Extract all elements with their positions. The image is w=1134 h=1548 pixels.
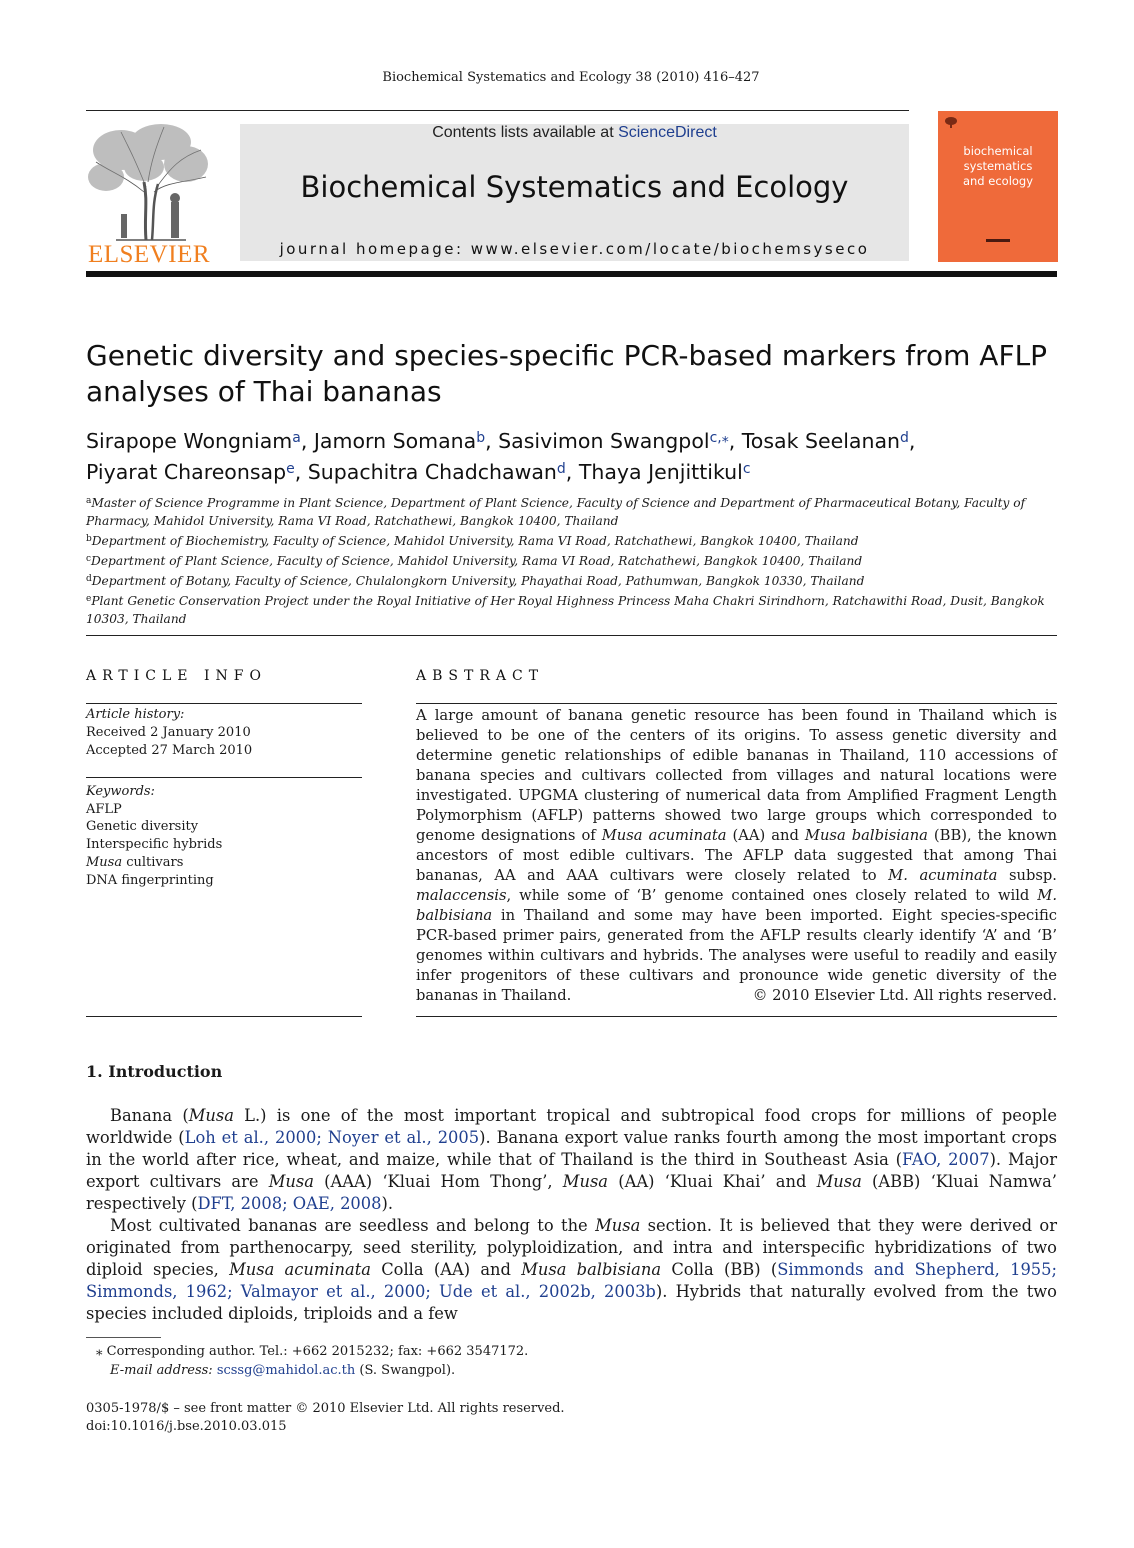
keyword: [86, 854, 362, 872]
author-affiliation-mark[interactable]: c: [742, 461, 751, 477]
front-matter: [86, 1400, 986, 1436]
abstract-span: A large amount of banana genetic resource has been found in Thailand which is believed to be one of the centers of its origins. To assess genetic diversity and determine genetic relationships of edible bananas in Thailand, 110 accessions of banana species and cultivars collected from villages and natural locations were investigated. UPGMA clustering of numerical data from Amplified Fragment Length Polymorphism (AFLP) patterns showed two large groups which corresponded to genome designations of: [416, 707, 1057, 844]
footnote-line: [96, 1342, 996, 1361]
paragraph: [86, 1215, 1057, 1325]
italic-span: Musa: [595, 1216, 641, 1235]
received-date: Received 2 January 2010: [86, 725, 251, 740]
author-affiliation-mark[interactable]: d: [900, 430, 909, 446]
abstract-italic: M. balbisiana: [416, 887, 1057, 924]
abstract-copyright: © 2010 Elsevier Ltd. All rights reserved.: [752, 987, 1057, 1004]
abstract-span: subsp.: [997, 867, 1057, 884]
affiliation: [86, 550, 1057, 570]
italic-span: Musa balbisiana: [521, 1260, 662, 1279]
author-list: [86, 424, 1057, 486]
text-span: Most cultivated bananas are seedless and belong to the: [110, 1216, 596, 1235]
keyword: DNA fingerprinting: [86, 872, 214, 888]
abstract-italic: Musa balbisiana: [804, 827, 928, 844]
cover-title-line-1: biochemical: [963, 144, 1033, 158]
paragraph: [86, 1105, 1057, 1215]
text-span: (AAA) ‘Kluai Hom Thong’,: [313, 1172, 563, 1191]
issn-line: 0305-1978/$ – see front matter © 2010 Elsevier Ltd. All rights reserved.: [86, 1401, 565, 1416]
affiliation-text: Department of Botany, Faculty of Science, Chulalongkorn University, Phayathai Road, Pathumwan, Bangkok 10330, Thailand: [91, 574, 865, 588]
keyword: Genetic diversity: [86, 819, 199, 835]
author-name: Sasivimon Swangpol: [498, 429, 710, 453]
affiliation: [86, 590, 1057, 628]
journal-name: Biochemical Systematics and Ecology: [300, 170, 849, 204]
text-span: ). Hybrids that naturally evolved from the two species included diploids, triploids and a few: [86, 1282, 1057, 1323]
author-separator: ,: [908, 429, 916, 453]
affiliation: [86, 530, 1057, 550]
keyword: AFLP: [86, 801, 122, 817]
text-span: ).: [381, 1194, 394, 1213]
text-span: L.) is one of the most important tropical and subtropical food crops for millions of people worldwide (: [86, 1106, 1058, 1147]
abstract-span: (BB), the known ancestors of most edible cultivars. The AFLP data suggested that among Thai bananas, AA and AAA cultivars were closely related to: [416, 827, 1057, 884]
abstract-text: [416, 706, 1057, 1006]
email-suffix: (S. Swangpol).: [355, 1363, 456, 1378]
author-separator: ,: [300, 429, 314, 453]
footnote-star: ⁎: [96, 1344, 103, 1359]
contents-prefix: Contents lists available at: [432, 124, 619, 141]
abstract-span: , while some of ‘B’ genome contained ones closely related to wild: [506, 887, 1038, 904]
text-span: ). Major export cultivars are: [86, 1150, 1057, 1191]
affiliation-mark: b: [86, 534, 92, 544]
cover-title-line-2: systematics: [963, 159, 1033, 173]
abstract-rule-bottom: [416, 1016, 1057, 1017]
author-name: Jamorn Somana: [313, 429, 477, 453]
text-span: (AA) ‘Kluai Khai’ and: [608, 1172, 817, 1191]
footnote-text: Corresponding author. Tel.: +662 2015232; fax: +662 3547172.: [102, 1344, 529, 1359]
author-name: Tosak Seelanan: [741, 429, 901, 453]
author-affiliation-mark[interactable]: c,⁎: [709, 430, 729, 446]
email-label: E-mail address:: [110, 1363, 217, 1378]
article-history: [86, 706, 362, 760]
text-span: Banana (: [110, 1106, 189, 1125]
text-span: Colla (AA) and: [370, 1260, 522, 1279]
elsevier-wordmark: ELSEVIER: [87, 241, 211, 268]
affiliation: [86, 570, 1057, 590]
affiliation-mark: a: [86, 496, 92, 506]
author-name: Supachitra Chadchawan: [307, 460, 557, 484]
citation-link[interactable]: Loh et al., 2000; Noyer et al., 2005: [184, 1128, 480, 1147]
citation-link[interactable]: FAO, 2007: [902, 1150, 990, 1169]
affiliation-text: Department of Plant Science, Faculty of Science, Mahidol University, Rama VI Road, Ratchathewi, Bangkok 10400, Thailand: [91, 554, 863, 568]
section-rule: [86, 635, 1057, 636]
cover-tree-icon: [944, 116, 958, 128]
corresponding-author-footnote: [96, 1342, 996, 1380]
abstract-italic: M. acuminata: [888, 867, 998, 884]
author-affiliation-mark[interactable]: d: [556, 461, 566, 477]
author-affiliation-mark[interactable]: b: [476, 430, 486, 446]
affiliation-text: Master of Science Programme in Plant Science, Department of Plant Science, Faculty of Science and Department of Pharmaceutical Botany, Faculty of Pharmacy, Mahidol University, Rama VI Road, Ratchathewi, Bangkok 10400, Thailand: [86, 496, 1026, 528]
text-span: (ABB) ‘Kluai Namwa’ respectively (: [86, 1172, 1057, 1213]
sciencedirect-link[interactable]: ScienceDirect: [618, 124, 717, 141]
article-title: Genetic diversity and species-specific PCR-based markers from AFLP analyses of Thai bananas: [86, 339, 1048, 408]
text-span: Colla (BB) (: [661, 1260, 778, 1279]
history-label: Article history:: [86, 707, 185, 722]
header-rule: [86, 110, 909, 111]
keywords-label: Keywords:: [86, 784, 155, 799]
affiliation: [86, 492, 1057, 530]
article-info-rule-mid: [86, 777, 362, 778]
footnote-email-line: [96, 1361, 996, 1380]
accepted-date: Accepted 27 March 2010: [86, 743, 253, 758]
affiliation-text: Department of Biochemistry, Faculty of Science, Mahidol University, Rama VI Road, Ratchathewi, Bangkok 10400, Thailand: [91, 534, 859, 548]
article-info-rule-bottom: [86, 1016, 362, 1017]
author-affiliation-mark[interactable]: a: [292, 430, 301, 446]
affiliation-mark: d: [86, 574, 92, 584]
journal-citation: Biochemical Systematics and Ecology 38 (2010) 416–427: [382, 70, 760, 85]
abstract-span: (AA) and: [726, 827, 805, 844]
section-heading-introduction: 1. Introduction: [86, 1062, 223, 1081]
author-affiliation-mark[interactable]: e: [286, 461, 295, 477]
keywords-block: [86, 783, 362, 889]
cover-title-line-3: and ecology: [962, 174, 1034, 188]
journal-homepage[interactable]: journal homepage: www.elsevier.com/locate/biochemsyseco: [279, 240, 870, 258]
introduction-body: [86, 1105, 1057, 1325]
italic-span: Musa acuminata: [229, 1260, 371, 1279]
affiliation-text: Plant Genetic Conservation Project under the Royal Initiative of Her Royal Highness Princess Maha Chakri Sirindhorn, Ratchawithi Road, Dusit, Bangkok 10303, Thailand: [86, 594, 1045, 626]
author-name: Piyarat Chareonsap: [86, 460, 287, 484]
author-separator: ,: [485, 429, 499, 453]
author-separator: ,: [294, 460, 308, 484]
header-thick-rule: [86, 271, 1057, 277]
cover-publisher-mark: [968, 236, 1028, 246]
abstract-italic: malaccensis: [416, 887, 507, 904]
article-info-heading: ARTICLE INFO: [86, 668, 267, 684]
italic-span: Musa: [188, 1106, 234, 1125]
doi-line[interactable]: doi:10.1016/j.bse.2010.03.015: [86, 1419, 287, 1434]
author-name: Sirapope Wongniam: [86, 429, 293, 453]
cover-title: [947, 144, 1049, 189]
affiliation-mark: e: [86, 594, 92, 604]
text-span: section. It is believed that they were derived or originated from parthenocarpy, seed sterility, polyploidization, and intra and interspecific hybridizations of two diploid species,: [86, 1216, 1057, 1279]
text-span: ). Banana export value ranks fourth among the most important crops in the world after rice, wheat, and maize, while that of Thailand is the third in Southeast Asia (: [86, 1128, 1057, 1169]
keyword: Interspecific hybrids: [86, 837, 223, 853]
abstract-italic: Musa acuminata: [601, 827, 727, 844]
footnote-rule: [86, 1337, 161, 1338]
citation-link[interactable]: Simmonds and Shepherd, 1955; Simmonds, 1962; Valmayor et al., 2000; Ude et al., 2002b, 2003b: [86, 1260, 1058, 1301]
abstract-rule-top: [416, 703, 1057, 704]
abstract-span: in Thailand and some may have been imported. Eight species-specific PCR-based primer pairs, generated from the AFLP results clearly identify ‘A’ and ‘B’ genomes within cultivars and hybrids. The analyses were useful to readily and easily infer progenitors of these cultivars and pronounce wide genetic diversity of the bananas in Thailand.: [416, 907, 1057, 1004]
keyword-italic: Musa: [86, 854, 123, 870]
author-email-link[interactable]: scssg@mahidol.ac.th: [216, 1363, 356, 1378]
keyword-suffix: cultivars: [122, 854, 184, 870]
italic-span: Musa: [562, 1172, 608, 1191]
abstract-heading: ABSTRACT: [416, 668, 545, 684]
italic-span: Musa: [268, 1172, 314, 1191]
citation-link[interactable]: DFT, 2008; OAE, 2008: [197, 1194, 382, 1213]
author-separator: ,: [728, 429, 742, 453]
italic-span: Musa: [816, 1172, 862, 1191]
affiliation-mark: c: [86, 554, 92, 564]
contents-line: [240, 124, 909, 142]
article-info-rule-top: [86, 703, 362, 704]
author-separator: ,: [565, 460, 579, 484]
affiliation-list: [86, 492, 1057, 628]
author-name: Thaya Jenjittikul: [578, 460, 743, 484]
